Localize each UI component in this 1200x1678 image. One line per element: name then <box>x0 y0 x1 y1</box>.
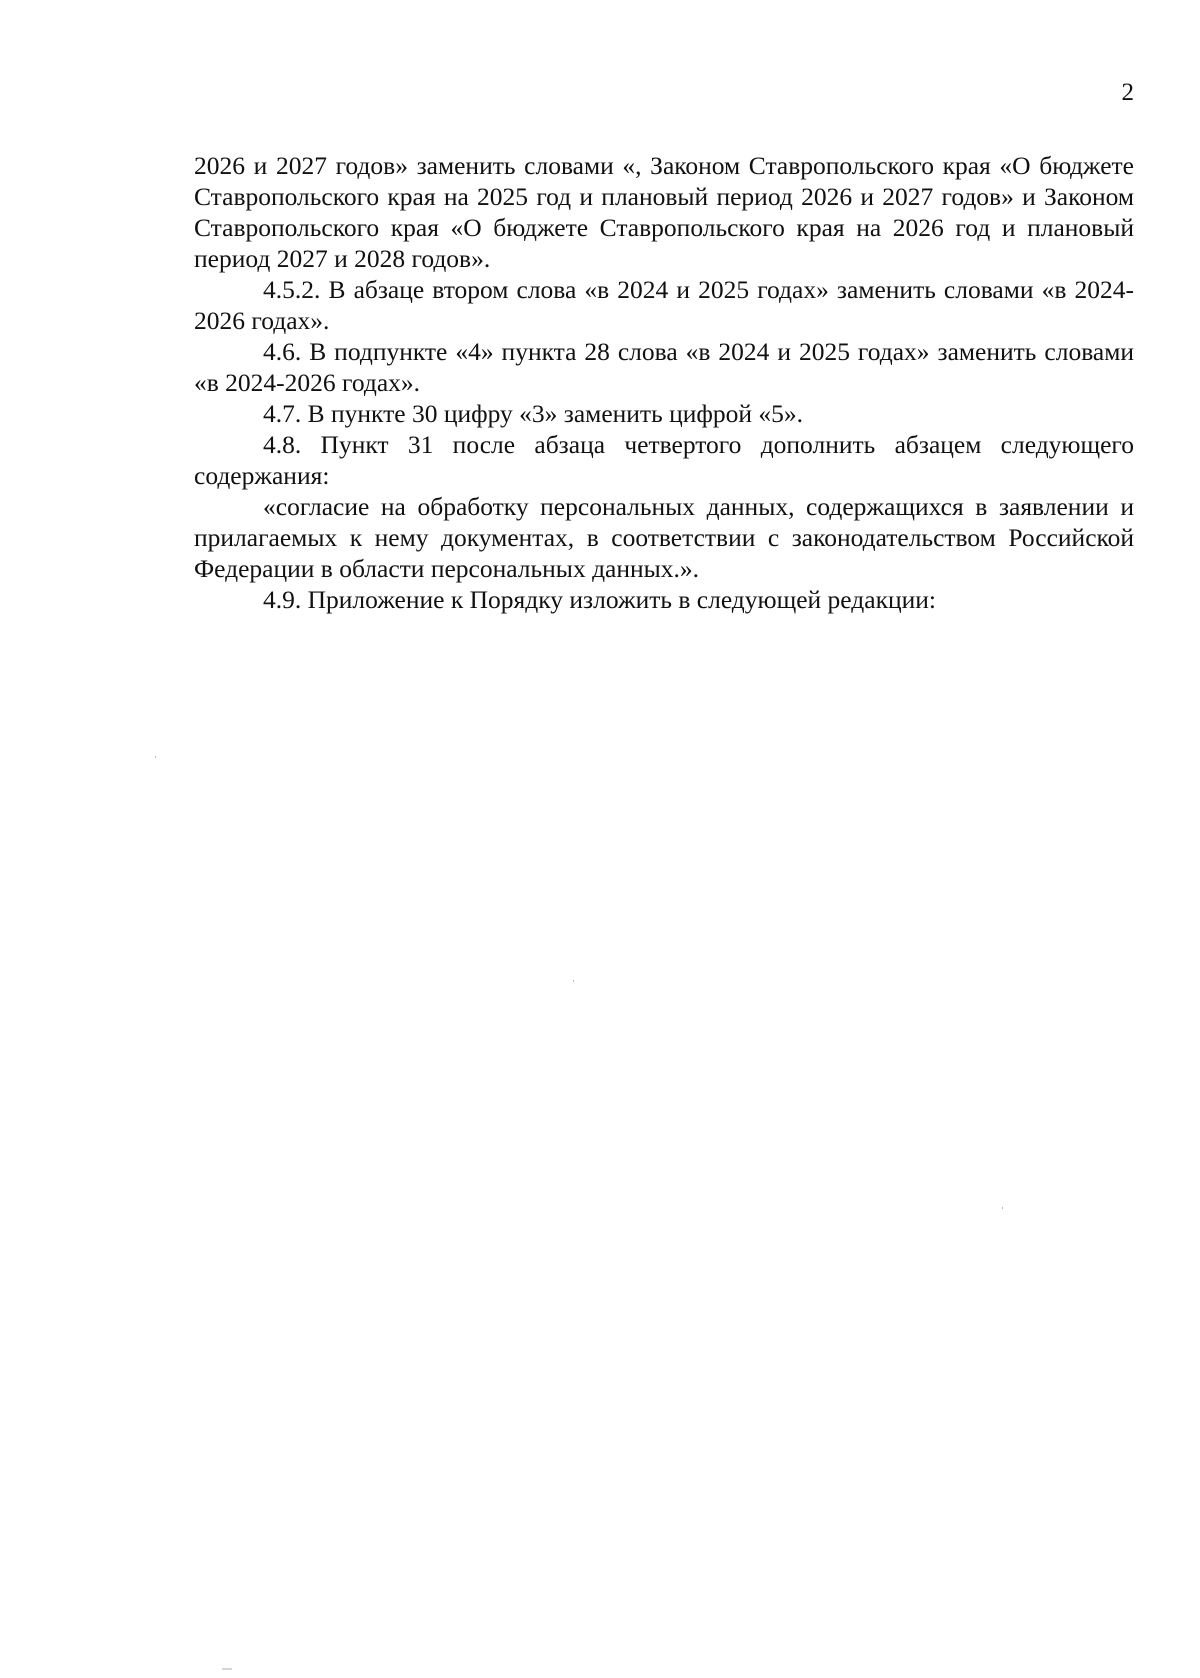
paragraph-continuation: 2026 и 2027 годов» заменить словами «, Законом Ставропольского края «О бюджете Ставропольского края на 2025 год и плановый период 2026 и 2027 годов» и Законом Ставропольского края «О бюджете Ставропольского края на 2026 год и плановый период 2027 и 2028 годов». <box>194 151 1134 273</box>
paragraph-quoted-consent: «согласие на обработку персональных данных, содержащихся в заявлении и прилагаемых к нему документах, в соответствии с законодательством Российской Федерации в области персональных данных.». <box>194 492 1134 583</box>
page-number: 2 <box>1121 79 1134 106</box>
scan-artifact <box>1002 1207 1003 1209</box>
scan-artifact <box>573 980 574 982</box>
document-body <box>194 150 1134 615</box>
paragraph-4-6: 4.6. В подпункте «4» пункта 28 слова «в 2024 и 2025 годах» заменить словами «в 2024-2026 годах». <box>194 337 1134 397</box>
paragraph-4-7: 4.7. В пункте 30 цифру «3» заменить цифрой «5». <box>263 399 804 428</box>
paragraph-4-9: 4.9. Приложение к Порядку изложить в следующей редакции: <box>263 585 936 614</box>
paragraph-4-8: 4.8. Пункт 31 после абзаца четвертого дополнить абзацем следующего содержания: <box>194 430 1134 490</box>
scan-artifact <box>222 1668 232 1670</box>
scan-artifact <box>155 756 156 758</box>
paragraph-4-5-2: 4.5.2. В абзаце втором слова «в 2024 и 2025 годах» заменить словами «в 2024-2026 годах». <box>194 275 1134 335</box>
